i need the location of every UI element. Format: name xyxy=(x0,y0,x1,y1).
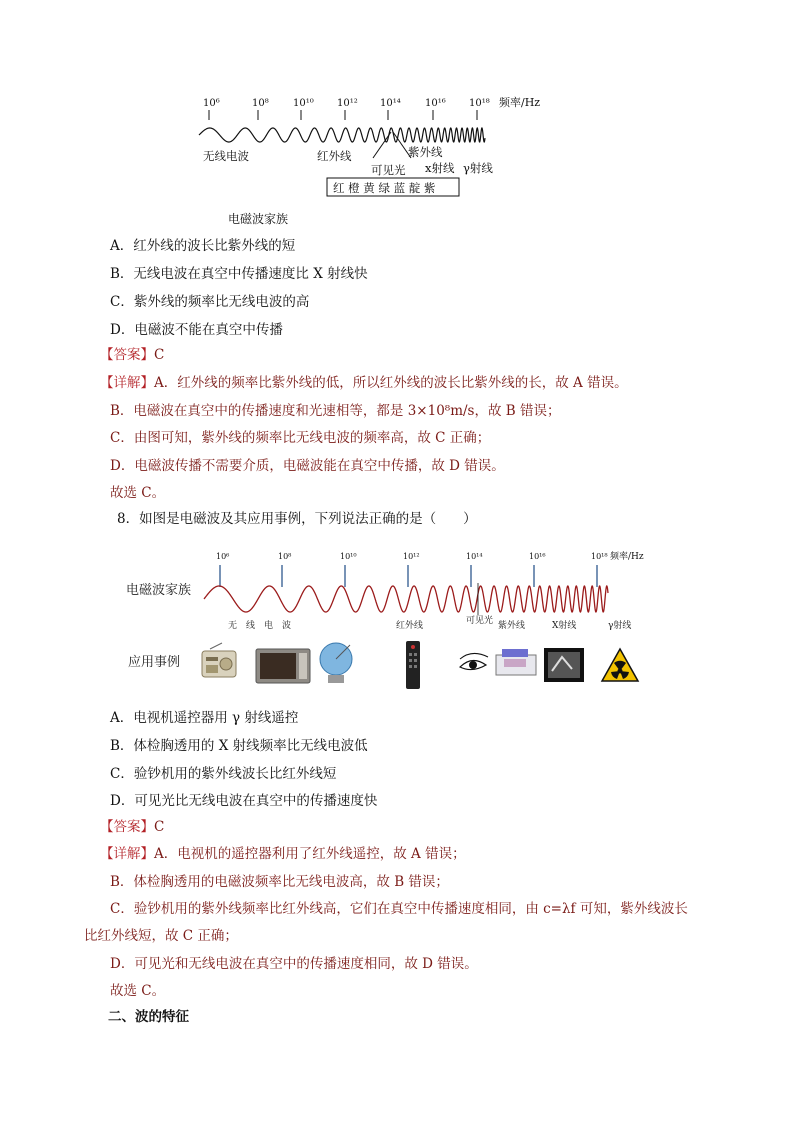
radiation-warning-icon xyxy=(602,649,638,681)
answer-value: C xyxy=(154,347,165,363)
tick-label: 10¹⁰ xyxy=(293,98,314,109)
tick-label: 10⁸ xyxy=(278,552,292,561)
q7-option-a: A．红外线的波长比紫外线的短 xyxy=(110,238,296,254)
answer-tag: 【答案】 xyxy=(100,347,154,363)
answer-value: C xyxy=(154,819,165,835)
tick-label: 10¹⁶ xyxy=(425,98,446,109)
q7-option-c: C．紫外线的频率比无线电波的高 xyxy=(110,294,310,310)
detail-text: A．红外线的频率比紫外线的低，所以红外线的波长比紫外线的长，故 A 错误。 xyxy=(154,375,628,391)
em-spectrum-figure-2 xyxy=(120,545,660,695)
radio-icon xyxy=(202,643,236,677)
ultraviolet-label: 紫外线 xyxy=(498,621,526,631)
q7-detail-c: C．由图可知，紫外线的频率比无线电波的频率高，故 C 正确； xyxy=(110,430,491,446)
tick-label: 10¹⁶ xyxy=(529,552,546,561)
ultraviolet-label: 紫外线 xyxy=(408,145,443,159)
section-heading: 二、波的特征 xyxy=(108,1009,189,1025)
infrared-label: 红外线 xyxy=(396,621,424,631)
xray-label: x射线 xyxy=(425,161,455,175)
wave-line xyxy=(199,128,485,142)
q8-option-d: D．可见光比无线电波在真空中的传播速度快 xyxy=(110,793,378,809)
tick-label: 10¹⁸ xyxy=(591,552,608,561)
xray-label: X射线 xyxy=(552,621,577,631)
eye-icon xyxy=(460,653,488,669)
q7-option-d: D．电磁波不能在真空中传播 xyxy=(110,322,283,338)
tv-remote-icon xyxy=(406,641,420,689)
detail-text: A．电视机的遥控器利用了红外线遥控，故 A 错误； xyxy=(154,846,466,862)
q8-detail-b: B．体检胸透用的电磁波频率比无线电波高，故 B 错误； xyxy=(110,874,449,890)
q7-detail-a xyxy=(100,374,628,392)
q8-option-a: A．电视机遥控器用 γ 射线遥控 xyxy=(110,710,299,726)
visible-colors: 红 橙 黄 绿 蓝 靛 紫 xyxy=(333,181,436,195)
tick-label: 10¹⁰ xyxy=(340,552,357,561)
q8-conclusion: 故选 C。 xyxy=(110,983,166,999)
tick-label: 10¹² xyxy=(403,552,420,561)
tick-label: 10⁸ xyxy=(252,98,269,109)
tick-label: 10⁶ xyxy=(203,98,220,109)
em-spectrum-figure-1 xyxy=(195,90,565,210)
money-detector-icon xyxy=(496,649,536,675)
answer-tag: 【答案】 xyxy=(100,819,154,835)
radio-label: 无线电波 xyxy=(203,149,249,163)
q8-option-c: C．验钞机用的紫外线波长比红外线短 xyxy=(110,766,337,782)
gamma-label: γ射线 xyxy=(463,161,493,175)
visible-label: 可见光 xyxy=(371,163,406,177)
q8-detail-a xyxy=(100,845,466,863)
tick-label: 10¹⁴ xyxy=(380,98,401,109)
satellite-dish-icon xyxy=(320,643,352,683)
wave-line xyxy=(204,586,608,612)
gamma-label: γ射线 xyxy=(608,621,632,631)
q8-answer xyxy=(100,818,164,836)
radio-label: 无 线 电 波 xyxy=(228,621,292,631)
applications-label: 应用事例 xyxy=(128,655,181,670)
infrared-label: 红外线 xyxy=(317,149,352,163)
q7-option-b: B．无线电波在真空中传播速度比 X 射线快 xyxy=(110,266,368,282)
family-label: 电磁波家族 xyxy=(126,583,192,598)
tick-label: 10¹² xyxy=(337,98,358,109)
tick-label: 10⁶ xyxy=(216,552,230,561)
q7-detail-d: D．电磁波传播不需要介质，电磁波能在真空中传播，故 D 错误。 xyxy=(110,458,505,474)
q8-stem: 8．如图是电磁波及其应用事例，下列说法正确的是（ ） xyxy=(117,511,477,527)
q8-option-b: B．体检胸透用的 X 射线频率比无线电波低 xyxy=(110,738,368,754)
detail-tag: 【详解】 xyxy=(100,846,154,862)
q7-conclusion: 故选 C。 xyxy=(110,485,166,501)
freq-axis-label: 频率/Hz xyxy=(610,552,644,562)
figure-1-caption: 电磁波家族 xyxy=(228,212,289,226)
q8-detail-d: D．可见光和无线电波在真空中的传播速度相同，故 D 错误。 xyxy=(110,956,478,972)
visible-label: 可见光 xyxy=(466,616,494,626)
tick-label: 10¹⁴ xyxy=(466,552,483,561)
q7-answer xyxy=(100,346,164,364)
q8-detail-c1: C．验钞机用的紫外线频率比红外线高，它们在真空中传播速度相同，由 c=λf 可知，紫外线波长 xyxy=(110,901,688,917)
freq-axis-label: 频率/Hz xyxy=(499,96,541,109)
microwave-icon xyxy=(256,649,310,683)
tick-label: 10¹⁸ xyxy=(469,98,490,109)
q8-detail-c2: 比红外线短，故 C 正确； xyxy=(84,928,238,944)
q7-detail-b: B．电磁波在真空中的传播速度和光速相等，都是 3×10⁸m/s，故 B 错误； xyxy=(110,403,561,419)
detail-tag: 【详解】 xyxy=(100,375,154,391)
xray-film-icon xyxy=(544,648,584,682)
